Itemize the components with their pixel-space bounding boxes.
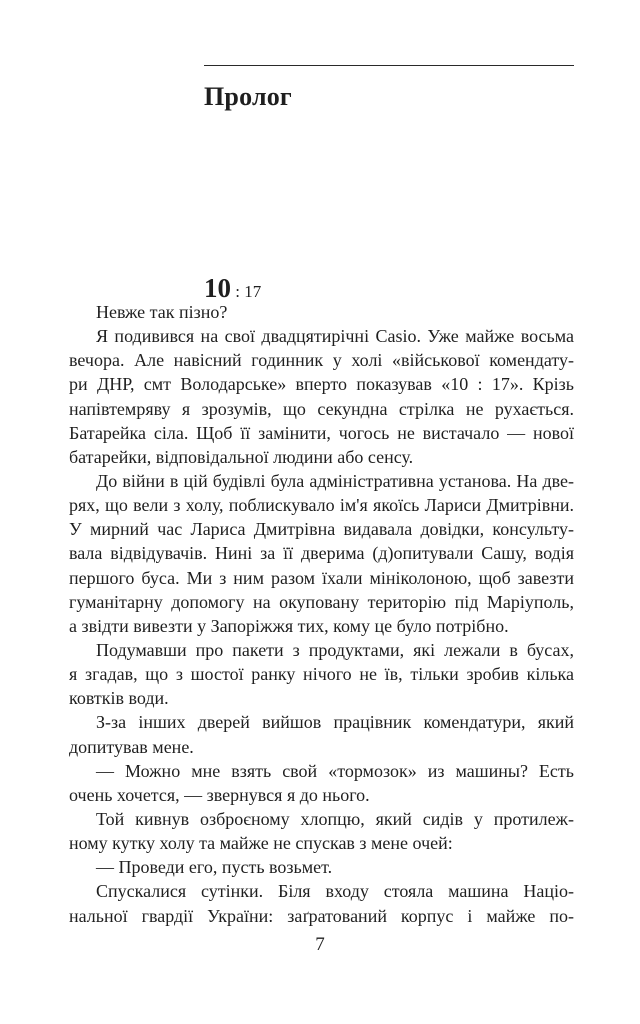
text-line: нальної гвардії України: заґратований корпус і майже по-: [69, 905, 574, 926]
chapter-title: Пролог: [204, 82, 292, 111]
text-line: З-за інших дверей вийшов працівник комендатури, який: [96, 712, 574, 733]
body-text: [69, 300, 574, 928]
text-line: гуманітарну допомогу на окуповану територію під Маріуполь,: [69, 591, 574, 612]
page-number: 7: [315, 934, 325, 955]
text-line: Подумавши про пакети з продуктами, які лежали в бусах,: [96, 639, 574, 660]
text-line: допитував мене.: [69, 736, 194, 757]
time-minutes: : 17: [231, 282, 262, 301]
text-line: першого буса. Ми з ним разом їхали мініколоною, щоб завезти: [69, 567, 574, 588]
text-line: я згадав, що з шостої ранку нічого не їв, тільки зробив кілька: [69, 664, 574, 685]
time-hours: 10: [204, 273, 231, 303]
text-line: ри ДНР, смт Володарське» вперто показував «10 : 17». Крізь: [69, 374, 574, 395]
text-line: очень хочется, — звернувся я до нього.: [69, 784, 370, 805]
text-line: Батарейка сіла. Щоб її замінити, чогось не вистачало — нової: [69, 422, 574, 443]
text-line: напівтемряву я зрозумів, що секундна стрілка не рухається.: [69, 398, 574, 419]
text-line: вечора. Але навісний годинник у холі «військової комендату-: [69, 350, 574, 371]
text-line: вала відвідувачів. Нині за її дверима (д)опитували Сашу, водія: [69, 543, 574, 564]
text-line: До війни в цій будівлі була адміністративна установа. На две-: [96, 470, 574, 491]
text-line: батарейки, відповідальної людини або сенсу.: [69, 446, 414, 467]
text-line: Той кивнув озброєному хлопцю, який сидів у протилеж-: [96, 808, 574, 829]
text-line: — Проведи его, пусть возьмет.: [96, 857, 333, 878]
header-rule: [204, 65, 574, 66]
text-line: ковтків води.: [69, 688, 169, 709]
text-line: Невже так пізно?: [96, 302, 228, 322]
text-line: рях, що вели з холу, поблискувало ім'я якоїсь Лариси Дмитрівни.: [69, 495, 574, 516]
text-line: Спускалися сутінки. Біля входу стояла машина Націо-: [96, 881, 574, 902]
text-line: ному кутку холу та майже не спускав з мене очей:: [69, 833, 453, 854]
text-line: а звідти вивезти у Запоріжжя тих, кому це було потрібно.: [69, 615, 509, 636]
text-line: У мирний час Лариса Дмитрівна видавала довідки, консульту-: [69, 519, 574, 540]
text-line: — Можно мне взять свой «тормозок» из машины? Есть: [96, 760, 574, 781]
text-line: Я подивився на свої двадцятирічні Casio. Уже майже восьма: [96, 326, 574, 347]
